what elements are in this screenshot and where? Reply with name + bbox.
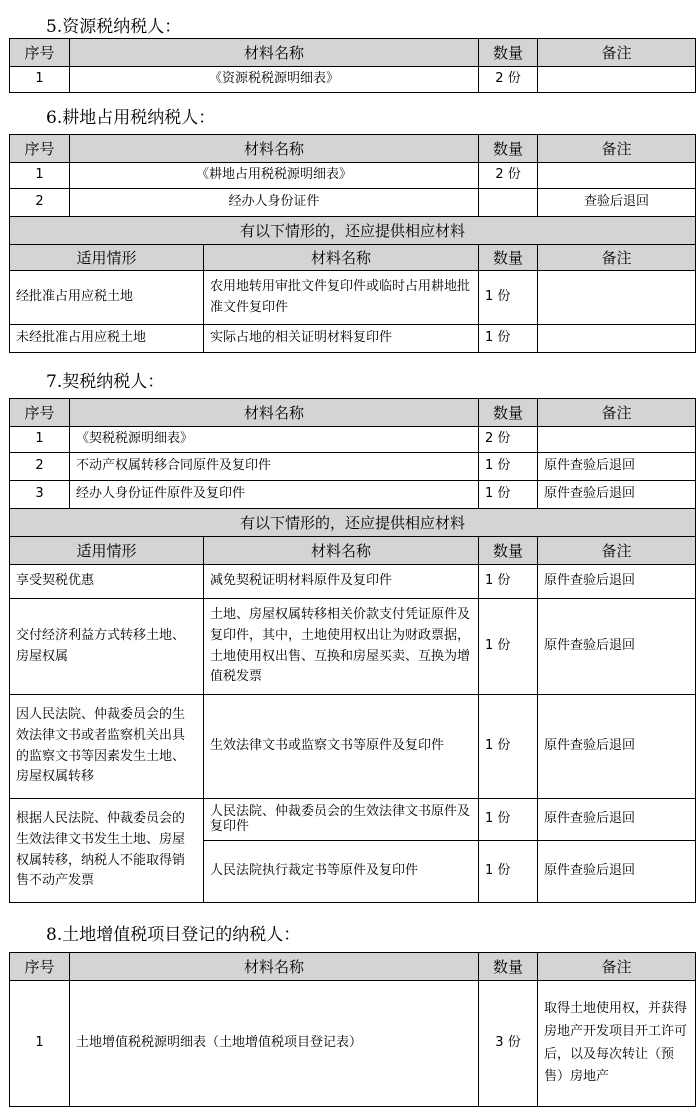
extra-header-row (10, 537, 696, 565)
row-qty: 3 份 (479, 981, 538, 1107)
table-header-row (10, 135, 696, 163)
section-5-table (9, 38, 696, 93)
table-header-row (10, 953, 696, 981)
row-note: 原件查验后退回 (538, 599, 696, 695)
row-condition: 因人民法院、仲裁委员会的生效法律文书或者监察机关出具的监察文书等因素发生土地、房屋权属转移 (10, 695, 204, 799)
table-header-row (10, 39, 696, 67)
row-qty: 2 份 (479, 67, 538, 93)
row-qty: 1 份 (479, 565, 538, 599)
row-condition: 享受契税优惠 (10, 565, 204, 599)
table-row (10, 695, 696, 799)
row-name: 实际占地的相关证明材料复印件 (204, 325, 479, 353)
row-name: 土地增值税税源明细表（土地增值税项目登记表） (70, 981, 479, 1107)
row-no: 2 (10, 189, 70, 217)
header-note: 备注 (538, 399, 696, 427)
header-name: 材料名称 (70, 953, 479, 981)
row-qty: 1 份 (479, 599, 538, 695)
row-qty: 1 份 (479, 481, 538, 509)
row-qty: 1 份 (479, 271, 538, 325)
row-no: 1 (10, 427, 70, 453)
header-note: 备注 (538, 537, 696, 565)
table-row (10, 189, 696, 217)
row-note (538, 271, 696, 325)
section-7-heading: 7.契税纳税人： (46, 372, 165, 392)
table-row (10, 427, 696, 453)
row-note (538, 427, 696, 453)
row-note: 原件查验后退回 (538, 695, 696, 799)
row-no: 1 (10, 981, 70, 1107)
row-qty: 1 份 (479, 325, 538, 353)
row-note: 原件查验后退回 (538, 841, 696, 903)
header-name: 材料名称 (70, 39, 479, 67)
row-name: 经办人身份证件原件及复印件 (70, 481, 479, 509)
header-qty: 数量 (479, 39, 538, 67)
row-name: 《耕地占用税税源明细表》 (70, 163, 479, 189)
header-name: 材料名称 (204, 245, 479, 271)
row-condition: 经批准占用应税土地 (10, 271, 204, 325)
row-condition: 根据人民法院、仲裁委员会的生效法律文书发生土地、房屋权属转移，纳税人不能取得销售不动产发票 (10, 799, 204, 903)
table-row (10, 67, 696, 93)
row-qty: 1 份 (479, 799, 538, 841)
row-no: 3 (10, 481, 70, 509)
table-row (10, 325, 696, 353)
table-row (10, 565, 696, 599)
header-name: 材料名称 (70, 135, 479, 163)
row-note (538, 67, 696, 93)
header-note: 备注 (538, 135, 696, 163)
row-name: 农用地转用审批文件复印件或临时占用耕地批准文件复印件 (204, 271, 479, 325)
extra-header-row (10, 245, 696, 271)
header-qty: 数量 (479, 537, 538, 565)
extra-title: 有以下情形的，还应提供相应材料 (10, 509, 696, 537)
row-note (538, 325, 696, 353)
section-6-table (9, 134, 696, 353)
row-name: 经办人身份证件 (70, 189, 479, 217)
extra-title-row (10, 509, 696, 537)
row-note: 查验后退回 (538, 189, 696, 217)
row-qty: 1 份 (479, 695, 538, 799)
row-no: 1 (10, 67, 70, 93)
row-note: 原件查验后退回 (538, 799, 696, 841)
row-qty (479, 189, 538, 217)
row-qty: 1 份 (479, 841, 538, 903)
header-condition: 适用情形 (10, 245, 204, 271)
header-qty: 数量 (479, 245, 538, 271)
row-name: 不动产权属转移合同原件及复印件 (70, 453, 479, 481)
table-row (10, 599, 696, 695)
table-row (10, 799, 696, 841)
row-name: 减免契税证明材料原件及复印件 (204, 565, 479, 599)
row-note (538, 163, 696, 189)
header-no: 序号 (10, 399, 70, 427)
header-name: 材料名称 (70, 399, 479, 427)
row-name: 生效法律文书或监察文书等原件及复印件 (204, 695, 479, 799)
header-qty: 数量 (479, 953, 538, 981)
extra-title-row (10, 217, 696, 245)
row-qty: 2 份 (479, 163, 538, 189)
extra-title: 有以下情形的，还应提供相应材料 (10, 217, 696, 245)
section-7-table (9, 398, 696, 903)
row-note: 原件查验后退回 (538, 565, 696, 599)
row-name: 人民法院执行裁定书等原件及复印件 (204, 841, 479, 903)
row-note: 取得土地使用权，并获得房地产开发项目开工许可后，以及每次转让（预售）房地产 (538, 981, 696, 1107)
row-name: 《资源税税源明细表》 (70, 67, 479, 93)
row-qty: 1 份 (479, 453, 538, 481)
row-qty: 2 份 (479, 427, 538, 453)
row-note: 原件查验后退回 (538, 453, 696, 481)
row-no: 2 (10, 453, 70, 481)
section-8-table (9, 952, 696, 1107)
row-no: 1 (10, 163, 70, 189)
row-note: 原件查验后退回 (538, 481, 696, 509)
table-header-row (10, 399, 696, 427)
table-row (10, 481, 696, 509)
header-no: 序号 (10, 135, 70, 163)
section-8-heading: 8.土地增值税项目登记的纳税人： (46, 925, 301, 945)
row-condition: 未经批准占用应税土地 (10, 325, 204, 353)
header-note: 备注 (538, 39, 696, 67)
header-no: 序号 (10, 953, 70, 981)
table-row (10, 271, 696, 325)
header-qty: 数量 (479, 399, 538, 427)
row-condition: 交付经济利益方式转移土地、房屋权属 (10, 599, 204, 695)
row-name: 人民法院、仲裁委员会的生效法律文书原件及复印件 (204, 799, 479, 841)
table-row (10, 453, 696, 481)
row-name: 土地、房屋权属转移相关价款支付凭证原件及复印件，其中，土地使用权出让为财政票据，土地使用权出售、互换和房屋买卖、互换为增值税发票 (204, 599, 479, 695)
table-row (10, 163, 696, 189)
header-name: 材料名称 (204, 537, 479, 565)
table-row (10, 981, 696, 1107)
header-note: 备注 (538, 245, 696, 271)
header-qty: 数量 (479, 135, 538, 163)
header-condition: 适用情形 (10, 537, 204, 565)
row-name: 《契税税源明细表》 (70, 427, 479, 453)
section-6-heading: 6.耕地占用税纳税人： (46, 108, 216, 128)
header-no: 序号 (10, 39, 70, 67)
header-note: 备注 (538, 953, 696, 981)
section-5-heading: 5.资源税纳税人： (46, 17, 182, 37)
